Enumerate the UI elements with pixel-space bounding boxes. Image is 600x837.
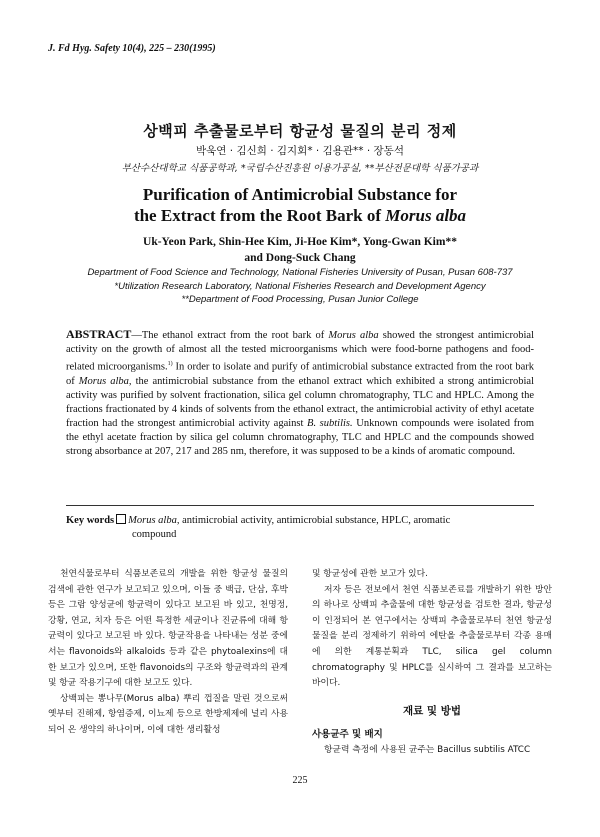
- affiliation-3: **Department of Food Processing, Pusan Junior College: [181, 294, 419, 305]
- english-authors-line1: Uk-Yeon Park, Shin-Hee Kim, Ji-Hoe Kim*, Yong-Gwan Kim**: [143, 236, 457, 248]
- body-right-column: [312, 567, 552, 759]
- keywords-line2: compound: [132, 529, 177, 540]
- abstract-divider: [66, 505, 534, 506]
- right-paragraph-1: 및 항균성에 관한 보고가 있다.: [312, 569, 428, 579]
- keywords: [66, 514, 534, 542]
- english-affiliations: [0, 266, 600, 307]
- right-paragraph-2: 저자 등은 전보에서 천연 식품보존료를 개발하기 위한 방안의 하나로 상백피 추출물에 대한 항균성을 검토한 결과, 항균성이 인정되어 본 연구에서는 상백피 추출물로부터 천연 항균성 물질을 분리 정제하기 위하여 에탄올 추출물로부터 각종 용매에 의한 계통분획과 TLC, silica gel column chromatography 및 HPLC를 실시하여 그 결과를 보고하는 바이다.: [312, 584, 552, 689]
- abstract-heading: ABSTRACT: [66, 327, 132, 341]
- abstract-text-2: showed the strongest antimicrobial activity on the growth of almost all the tested microorganisms which were food-borne pathogens and food-related microorganisms.: [66, 330, 534, 373]
- abstract-species-3: B. subtilis.: [307, 417, 353, 429]
- keywords-rest: antimicrobial activity, antimicrobial substance, HPLC, aromatic: [179, 515, 451, 526]
- left-paragraph-2: 상백피는 뽕나무(Morus alba) 뿌리 껍질을 말린 것으로써 옛부터 진해제, 항염증제, 이뇨제 등으로 한방제제에 널리 사용되어 온 생약의 하나이며, 이에 대한 생리활성: [48, 693, 288, 735]
- english-title-line2-prefix: the Extract from the Root Bark of: [133, 206, 386, 225]
- abstract-dash: —: [131, 330, 142, 341]
- section-heading-methods: 재료 및 방법: [402, 704, 462, 717]
- korean-authors: 박욱연 · 김신희 · 김지회* · 김용관** · 장동석: [196, 145, 404, 157]
- abstract-text-4: the antimicrobial substance from the ethanol extract which exhibited a strong antimicrobial activity was purified by solvent fractionation, silica gel column chromatography, TLC and HPLC. Among the fractions fractionated by 4 kinds of solvents from the ethanol extract, the antimicrobial activity of ethyl acetate fraction had the strongest antimicrobial activity against: [66, 375, 535, 429]
- english-authors: [0, 234, 600, 266]
- abstract-species-1: Morus alba: [328, 330, 379, 341]
- affiliation-1: Department of Food Science and Technology, National Fisheries University of Pusan, Pusan 608-737: [87, 267, 513, 278]
- english-title-species: Morus alba: [385, 206, 467, 225]
- english-title-line1: Purification of Antimicrobial Substance for: [142, 185, 458, 204]
- korean-affiliations: 부산수산대학교 식품공학과, *국립수산진흥원 이용가공실, **부산전문대학 식품가공과: [121, 163, 479, 174]
- body-left-column: [48, 567, 288, 739]
- english-title: [0, 184, 600, 226]
- english-title-line2: [0, 205, 600, 226]
- checkbox-icon: [116, 514, 126, 524]
- abstract-ref-1: 1): [167, 361, 173, 367]
- keywords-species: Morus alba,: [128, 515, 180, 526]
- abstract-text-5: Unknown compounds were isolated from the ethyl acetate fraction by silica gel column chromatography, TLC and HPLC and the compounds showed strong absorbance at 207, 217 and 285 nm, therefore, it was supposed to be a kinds of aromatic compound.: [66, 417, 534, 457]
- keywords-label: Key words: [66, 515, 115, 526]
- abstract-text-3: In order to isolate and purify of antimicrobial substance extracted from the root bark of: [66, 361, 534, 387]
- left-paragraph-1: 천연식물로부터 식품보존료의 개발을 위한 항균성 물질의 검색에 관한 연구가 보고되고 있으며, 이들 중 백급, 단삼, 후박 등은 그람 양성균에 항균력이 있다고 보고된 바 있고, 천명정, 강황, 연교, 치자 등은 어떤 특정한 세균이나 진균류에 대해 항균력이 있다고 보고된 바 있다. 항균작용을 나타내는 성분 중에서는 flavonoids와 alkaloids 등과 같은 phytoalexins에 대한 보고가 있으며, 또한 flavonoids의 구조와 항균력과의 관계 및 항균 작용기구에 대한 보고도 있다.: [48, 569, 288, 689]
- english-authors-line2: and Dong-Suck Chang: [244, 252, 356, 264]
- page-number: 225: [292, 775, 308, 786]
- affiliation-2: *Utilization Research Laboratory, National Fisheries Research and Development Agency: [114, 280, 486, 292]
- right-paragraph-3: 항균력 측정에 사용된 균주는 Bacillus subtilis ATCC: [324, 744, 531, 755]
- abstract-text-1: The ethanol extract from the root bark of: [141, 330, 329, 341]
- korean-title: 상백피 추출물로부터 항균성 물질의 분리 정제: [143, 122, 457, 140]
- keywords-line1: [66, 514, 534, 528]
- abstract-species-2: Morus alba,: [78, 375, 132, 387]
- journal-citation: J. Fd Hyg. Safety 10(4), 225 – 230(1995): [48, 43, 216, 54]
- subsection-heading-strains: 사용균주 및 배지: [312, 729, 383, 741]
- abstract: [66, 327, 534, 459]
